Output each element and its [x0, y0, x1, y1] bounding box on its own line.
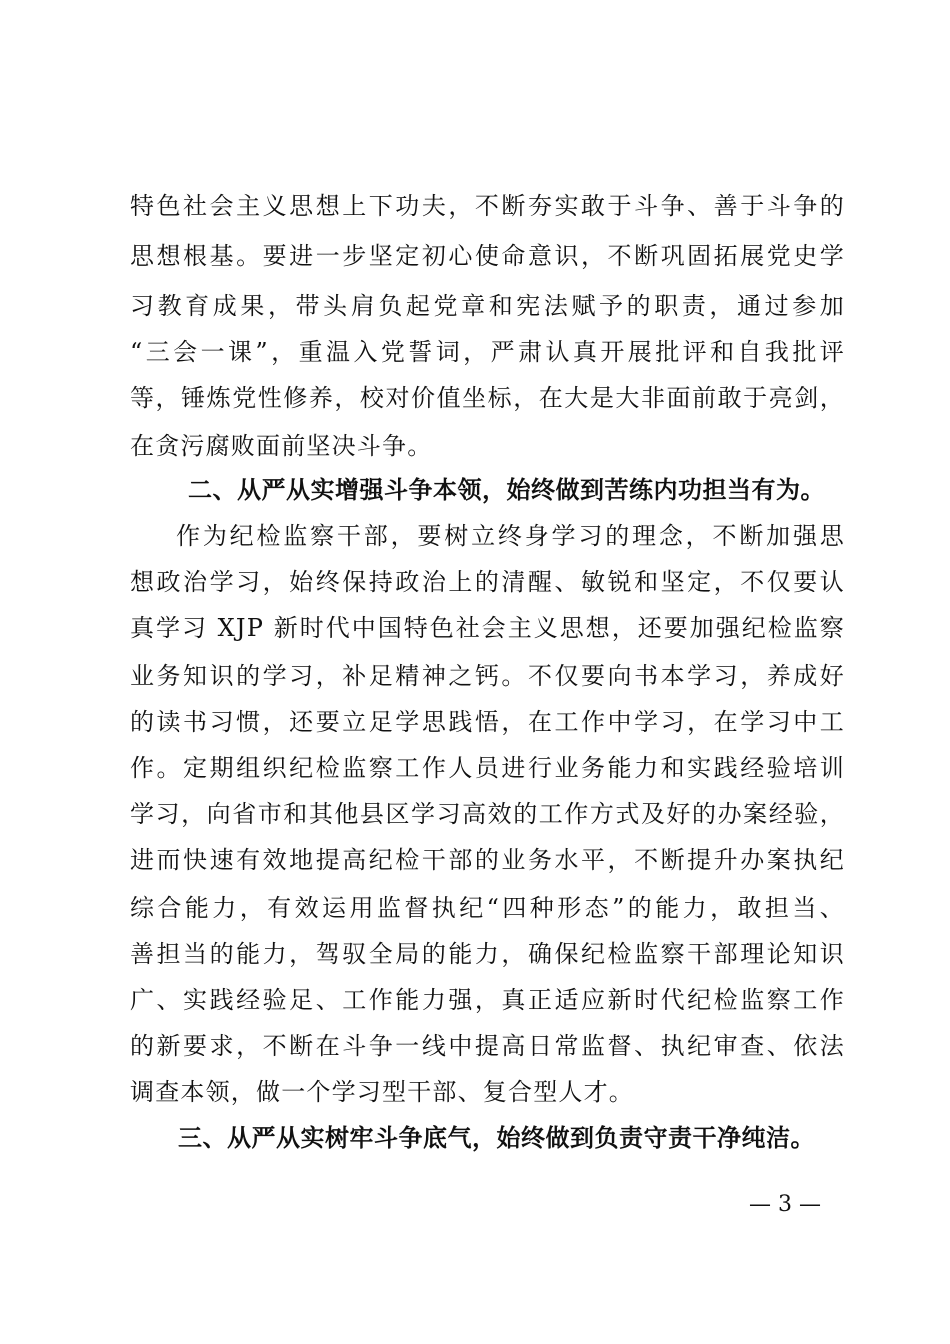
body-line: 的新要求，不断在斗争一线中提高日常监督、执纪审查、依法	[130, 1032, 845, 1060]
body-line: 等，锤炼党性修养，校对价值坐标，在大是大非面前敢于亮剑，	[130, 384, 845, 412]
section-heading-3: 三、从严从实树牢斗争底气，始终做到负责守责干净纯洁。	[178, 1124, 815, 1152]
body-line: 特色社会主义思想上下功夫，不断夯实敢于斗争、善于斗争的	[130, 192, 845, 220]
body-line: 综合能力，有效运用监督执纪“四种形态”的能力，敢担当、	[130, 894, 845, 922]
body-line: 进而快速有效地提高纪检干部的业务水平，不断提升办案执纪	[130, 846, 845, 874]
page-number: — 3 —	[749, 1192, 821, 1217]
body-line: 真学习 XJP 新时代中国特色社会主义思想，还要加强纪检监察	[130, 614, 845, 642]
body-line: 调查本领，做一个学习型干部、复合型人才。	[130, 1078, 634, 1106]
body-line: 广、实践经验足、工作能力强，真正适应新时代纪检监察工作	[130, 986, 845, 1014]
body-line: 作为纪检监察干部，要树立终身学习的理念，不断加强思	[176, 522, 845, 550]
body-line: 善担当的能力，驾驭全局的能力，确保纪检监察干部理论知识	[130, 940, 845, 968]
body-line: 思想根基。要进一步坚定初心使命意识，不断巩固拓展党史学	[130, 242, 845, 270]
body-line: 业务知识的学习，补足精神之钙。不仅要向书本学习，养成好	[130, 662, 845, 690]
body-line: 的读书习惯，还要立足学思践悟，在工作中学习，在学习中工	[130, 708, 845, 736]
body-line: 习教育成果，带头肩负起党章和宪法赋予的职责，通过参加	[130, 292, 845, 320]
body-line: “三会一课”，重温入党誓词，严肃认真开展批评和自我批评	[130, 338, 845, 366]
body-line: 在贪污腐败面前坚决斗争。	[130, 432, 433, 460]
body-line: 学习，向省市和其他县区学习高效的工作方式及好的办案经验，	[130, 800, 845, 828]
body-line: 作。定期组织纪检监察工作人员进行业务能力和实践经验培训	[130, 754, 845, 782]
section-heading-2: 二、从严从实增强斗争本领，始终做到苦练内功担当有为。	[188, 476, 825, 504]
body-line: 想政治学习，始终保持政治上的清醒、敏锐和坚定，不仅要认	[130, 568, 845, 596]
